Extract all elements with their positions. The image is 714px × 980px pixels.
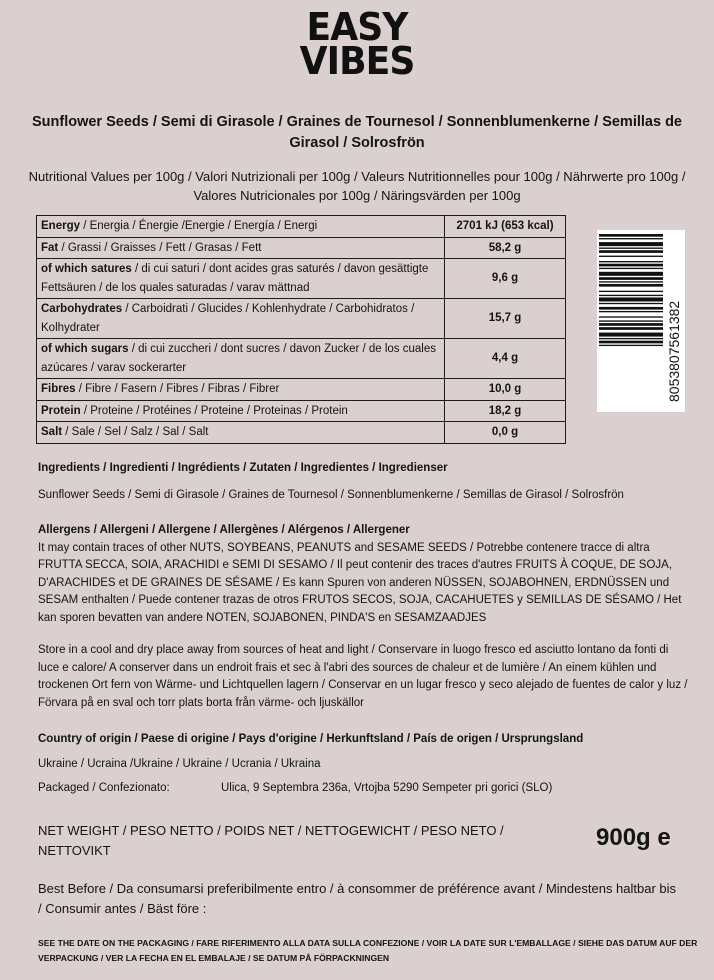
nutrition-row xyxy=(37,216,566,238)
nutrition-row xyxy=(37,422,566,444)
origin-heading: Country of origin / Paese di origine / Pays d'origine / Herkunftsland / País de origen / Ursprungsland xyxy=(38,733,584,745)
nutrition-label xyxy=(37,379,445,401)
allergens-section xyxy=(38,522,688,627)
barcode-bar xyxy=(599,272,663,276)
barcode-bar xyxy=(599,341,663,344)
nutrition-value: 0,0 g xyxy=(445,422,566,444)
nutrition-value: 9,6 g xyxy=(445,259,566,299)
nutrition-row xyxy=(37,259,566,299)
nutrition-label-rest: / di cui saturi / dont acides gras saturés / davon gesättigte Fettsäuren / de los quales saturadas / varav mättnad xyxy=(41,263,429,294)
nutrition-subtitle: Nutritional Values per 100g / Valori Nutrizionali per 100g / Valeurs Nutritionnelles pour 100g / Nährwerte pro 100g / Valores Nutricionales por 100g / Näringsvärden per 100g xyxy=(28,169,686,203)
allergens-heading: Allergens / Allergeni / Allergene / Allergènes / Alérgenos / Allergener xyxy=(38,524,410,536)
brand-logo xyxy=(0,5,714,83)
barcode-bar xyxy=(599,297,663,301)
barcode-bar xyxy=(599,291,663,292)
packaged-label: Packaged / Confezionato: xyxy=(38,782,170,794)
nutrition-label-rest: / Grassi / Graisses / Fett / Grasas / Fett xyxy=(58,241,262,254)
packaged-address: Ulica, 9 Septembra 236a, Vrtojba 5290 Sempeter pri gorici (SLO) xyxy=(221,782,553,794)
nutrition-label-rest: / Proteine / Protéines / Proteine / Proteinas / Protein xyxy=(80,404,348,417)
nutrition-row xyxy=(37,339,566,379)
nutrition-label-bold: Carbohydrates xyxy=(41,303,123,315)
nutrition-label-bold: of which satures xyxy=(41,263,132,275)
nutrition-value: 18,2 g xyxy=(445,400,566,422)
barcode-bar xyxy=(599,250,663,253)
nutrition-label-bold: Fat xyxy=(41,241,59,254)
nutrition-label-rest: / Sale / Sel / Salz / Sal / Salt xyxy=(62,426,209,438)
nutrition-table xyxy=(36,215,566,444)
brand-logo-line1: EASY xyxy=(306,5,408,49)
barcode-bar xyxy=(599,338,663,339)
nutrition-label xyxy=(37,422,445,444)
barcode-bar xyxy=(599,234,663,237)
nutrition-label xyxy=(37,216,445,238)
see-date-notice: SEE THE DATE ON THE PACKAGING / FARE RIFERIMENTO ALLA DATA SULLA CONFEZIONE / VOIR LA DATE SUR L'EMBALLAGE / SIEHE DAS DATUM AUF DER VERPACKUNG / VER LA FECHA EN EL EMBALAJE / SE DATUM PÅ FÖRPACKNINGEN xyxy=(38,938,698,963)
nutrition-label-bold: Salt xyxy=(41,426,63,438)
barcode-bar xyxy=(599,323,663,326)
nutrition-value: 15,7 g xyxy=(445,299,566,339)
nutrition-label xyxy=(37,237,445,259)
barcode-bar xyxy=(599,261,663,262)
barcode-bar xyxy=(599,284,663,287)
nutrition-label-rest: / Energia / Énergie /Energie / Energía / Energi xyxy=(80,220,318,232)
nutrition-label-rest: / di cui zuccheri / dont sucres / davon Zucker / de los cuales azúcares / varav sockerarter xyxy=(41,343,436,374)
nutrition-label-rest: / Fibre / Fasern / Fibres / Fibras / Fibrer xyxy=(75,383,280,395)
nutrition-label xyxy=(37,299,445,339)
nutrition-label-bold: Protein xyxy=(41,404,81,417)
barcode-bar xyxy=(599,295,663,296)
net-weight-label: NET WEIGHT / PESO NETTO / POIDS NET / NETTOGEWICHT / PESO NETO / NETTOVIKT xyxy=(38,823,504,858)
nutrition-label-bold: Fibres xyxy=(41,383,76,395)
nutrition-label xyxy=(37,400,445,422)
barcode xyxy=(597,230,685,412)
ingredients-section xyxy=(38,460,688,504)
barcode-bar xyxy=(599,345,663,346)
barcode-bar xyxy=(599,303,663,304)
barcode-number: 8053807561382 xyxy=(666,300,682,402)
brand-logo-line2: VIBES xyxy=(299,39,415,83)
product-title: Sunflower Seeds / Semi di Girasole / Graines de Tournesol / Sonnenblumenkerne / Semillas de Girasol / Solrosfrön xyxy=(31,114,682,151)
barcode-bar xyxy=(599,248,663,249)
nutrition-value: 4,4 g xyxy=(445,339,566,379)
nutrition-row xyxy=(37,400,566,422)
nutrition-value: 10,0 g xyxy=(445,379,566,401)
barcode-bar xyxy=(599,256,663,257)
origin-section xyxy=(38,731,688,773)
barcode-bar xyxy=(599,242,663,246)
nutrition-label-bold: Energy xyxy=(41,220,80,232)
barcode-bar xyxy=(599,277,663,280)
best-before-text: Best Before / Da consumarsi preferibilmente entro / à consommer de préférence avant / Mindestens haltbar bis / Consumir antes / Bäst före : xyxy=(38,881,677,916)
net-weight-value: 900g e xyxy=(596,824,671,851)
barcode-bar xyxy=(599,307,663,310)
barcode-bar xyxy=(599,320,663,321)
ingredients-heading: Ingredients / Ingredienti / Ingrédients / Zutaten / Ingredientes / Ingredienser xyxy=(38,462,448,474)
nutrition-value: 58,2 g xyxy=(445,237,566,259)
barcode-bar xyxy=(599,238,663,239)
nutrition-label xyxy=(37,259,445,299)
nutrition-label-bold: of which sugars xyxy=(41,343,129,355)
nutrition-label-rest: / Carboidrati / Glucides / Kohlenhydrate / Carbohidratos / Kolhydrater xyxy=(41,303,415,334)
origin-text: Ukraine / Ucraina /Ukraine / Ukraine / Ucrania / Ukraina xyxy=(38,757,321,770)
nutrition-label xyxy=(37,339,445,379)
barcode-bar xyxy=(599,264,663,267)
storage-text: Store in a cool and dry place away from sources of heat and light / Conservare in luogo fresco ed asciutto lontano da fonti di luce e calore/ A conserver dans un endroit frais et sec à l'abri des sources de chaleur et de lumière / An einem kühlen und trockenen Ort fern von Wärme- und Lichtquellen lagern / Conservar en un lugar fresco y seco alejado de fuentes de calor y luz / Förvara på en sval och torr plats borta från värme- och ljuskällor xyxy=(38,644,688,709)
barcode-bar xyxy=(599,333,663,337)
nutrition-row xyxy=(37,379,566,401)
barcode-bar xyxy=(599,281,663,282)
nutrition-row xyxy=(37,299,566,339)
barcode-bar xyxy=(599,268,663,269)
barcode-bar xyxy=(599,327,663,330)
allergens-text: It may contain traces of other NUTS, SOYBEANS, PEANUTS and SESAME SEEDS / Potrebbe contenere tracce di altra FRUTTA SECCA, SOIA, ARACHIDI e SEMI DI SESAMO / Il peut contenir des traces d'autres FRUITS À COQUE, DE SOJA, D'ARACHIDES et DE GRAINES DE SÉSAME / Es kann Spuren von anderen NÜSSEN, SOJABOHNEN, ERDNÜSSEN und SESAM enthalten / Puede contener trazas de otros FRUTOS SECOS, SOJA, CACAHUETES y SEMILLAS DE SÉSAMO / Het kan sporen bevatten van andere NOTEN, SOJABONEN, PINDA'S en SESAMZAADJES xyxy=(38,541,682,624)
nutrition-row xyxy=(37,237,566,259)
ingredients-text: Sunflower Seeds / Semi di Girasole / Graines de Tournesol / Sonnenblumenkerne / Semillas de Girasol / Solrosfrön xyxy=(38,488,624,501)
barcode-bar xyxy=(599,316,663,317)
barcode-bar xyxy=(599,311,663,312)
nutrition-value: 2701 kJ (653 kcal) xyxy=(445,216,566,238)
